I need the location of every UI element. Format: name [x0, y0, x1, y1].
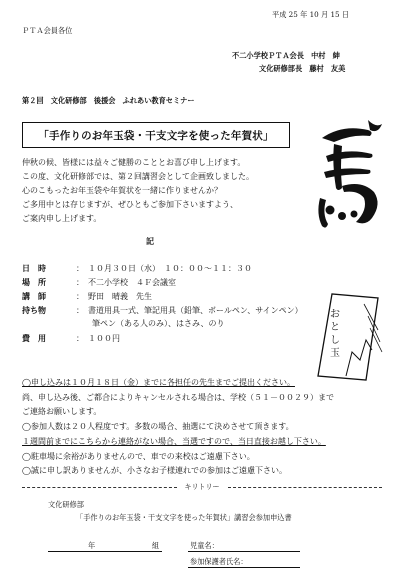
intro-line-5: ご案内申し上げます。: [22, 214, 102, 223]
detail-label: 費 用: [22, 333, 46, 343]
detail-lecturer: [22, 291, 152, 302]
sender-chair: 不二小学校ＰＴＡ会長 中村 紳: [232, 51, 340, 60]
note-5: １週間前までにこちらから連絡がない場合、当選ですので、当日直接お越し下さい。: [22, 437, 326, 446]
detail-items: [22, 305, 303, 316]
envelope-text: おとし玉: [330, 309, 340, 359]
cut-line-dash-left: [22, 487, 177, 488]
form-child-label: 児童名：: [190, 541, 219, 550]
detail-value: 筆ペン（ある人のみ）、はさみ、のり: [76, 319, 225, 328]
detail-label: 講 師: [22, 291, 46, 301]
intro-line-4: ご多用中とは存じますが、ぜひともご参加下さいますよう、: [22, 200, 238, 209]
detail-value: ： 書道用具一式、筆記用具（鉛筆、ボールペン、サインペン）: [76, 306, 303, 315]
intro-line-2: この度、文化研修部では、第２回講習会として企画致しました。: [22, 172, 254, 181]
detail-value: ： １００円: [76, 334, 120, 343]
detail-value: ： 野田 晴義 先生: [76, 292, 152, 301]
note-2: 尚、申し込み後、ご都合によりキャンセルされる場合は、学校（５１－００２９）まで: [22, 393, 334, 402]
envelope-illustration-icon: [312, 290, 384, 382]
year-class-field[interactable]: [48, 551, 162, 552]
intro-line-1: 仲秋の候、皆様には益々ご健勝のこととお喜び申し上げます。: [22, 158, 246, 167]
note-4: ◯参加人数は２０人程度です。多数の場合、抽選にて決めさせて頂きます。: [22, 422, 294, 431]
cut-line-dash-right: [228, 487, 383, 488]
note-7: ◯誠に申し訳ありませんが、小さなお子様連れでの参加はご遠慮下さい。: [22, 466, 287, 475]
detail-value: ： １０月３０日（水） １０：００～１１：３０: [76, 264, 252, 273]
detail-place: [22, 277, 176, 288]
ki-heading: 記: [146, 236, 154, 246]
addressee: ＰＴＡ会員各位: [22, 26, 73, 35]
seminar-title: 「手作りのお年玉袋・干支文字を使った年賀状」: [38, 129, 274, 142]
sender-dept-head: 文化研修部長 藤村 友美: [259, 64, 346, 73]
form-dept: 文化研修部: [48, 500, 84, 509]
detail-label: 場 所: [22, 277, 46, 287]
seminar-line: 第２回 文化研修部 後援会 ふれあい教育セミナー: [22, 96, 195, 105]
form-year-label: 年: [88, 541, 96, 550]
cut-line: [22, 482, 382, 492]
form-class-label: 組: [152, 541, 160, 550]
detail-date: [22, 263, 252, 274]
date: 平成 25 年 10 月 15 日: [272, 10, 350, 19]
note-6: ◯駐車場に余裕がありませんので、車での来校はご遠慮下さい。: [22, 452, 255, 461]
horse-calligraphy-icon: [312, 118, 386, 236]
note-3: ご連絡お願いします。: [22, 407, 102, 416]
guardian-name-field[interactable]: [188, 567, 300, 568]
note-1: ◯申し込みは１０月１８日（金）までに各担任の先生までご提出ください。: [22, 378, 295, 387]
form-guardian-label: 参加保護者氏名：: [190, 557, 248, 566]
detail-label: 持ち物: [22, 305, 46, 315]
intro-line-3: 心のこもったお年玉袋や年賀状を一緒に作りませんか？: [22, 186, 222, 195]
cut-line-label: キリトリー: [184, 483, 220, 491]
child-name-field[interactable]: [188, 551, 300, 552]
seminar-title-box: [22, 122, 290, 148]
form-title: 「手作りのお年玉袋・干支文字を使った年賀状」講習会参加申込書: [76, 513, 292, 522]
detail-label: 日 時: [22, 263, 46, 273]
detail-fee: [22, 333, 120, 344]
detail-value: ： 不二小学校 ４Ｆ会議室: [76, 278, 176, 287]
detail-items-cont: [22, 319, 224, 329]
